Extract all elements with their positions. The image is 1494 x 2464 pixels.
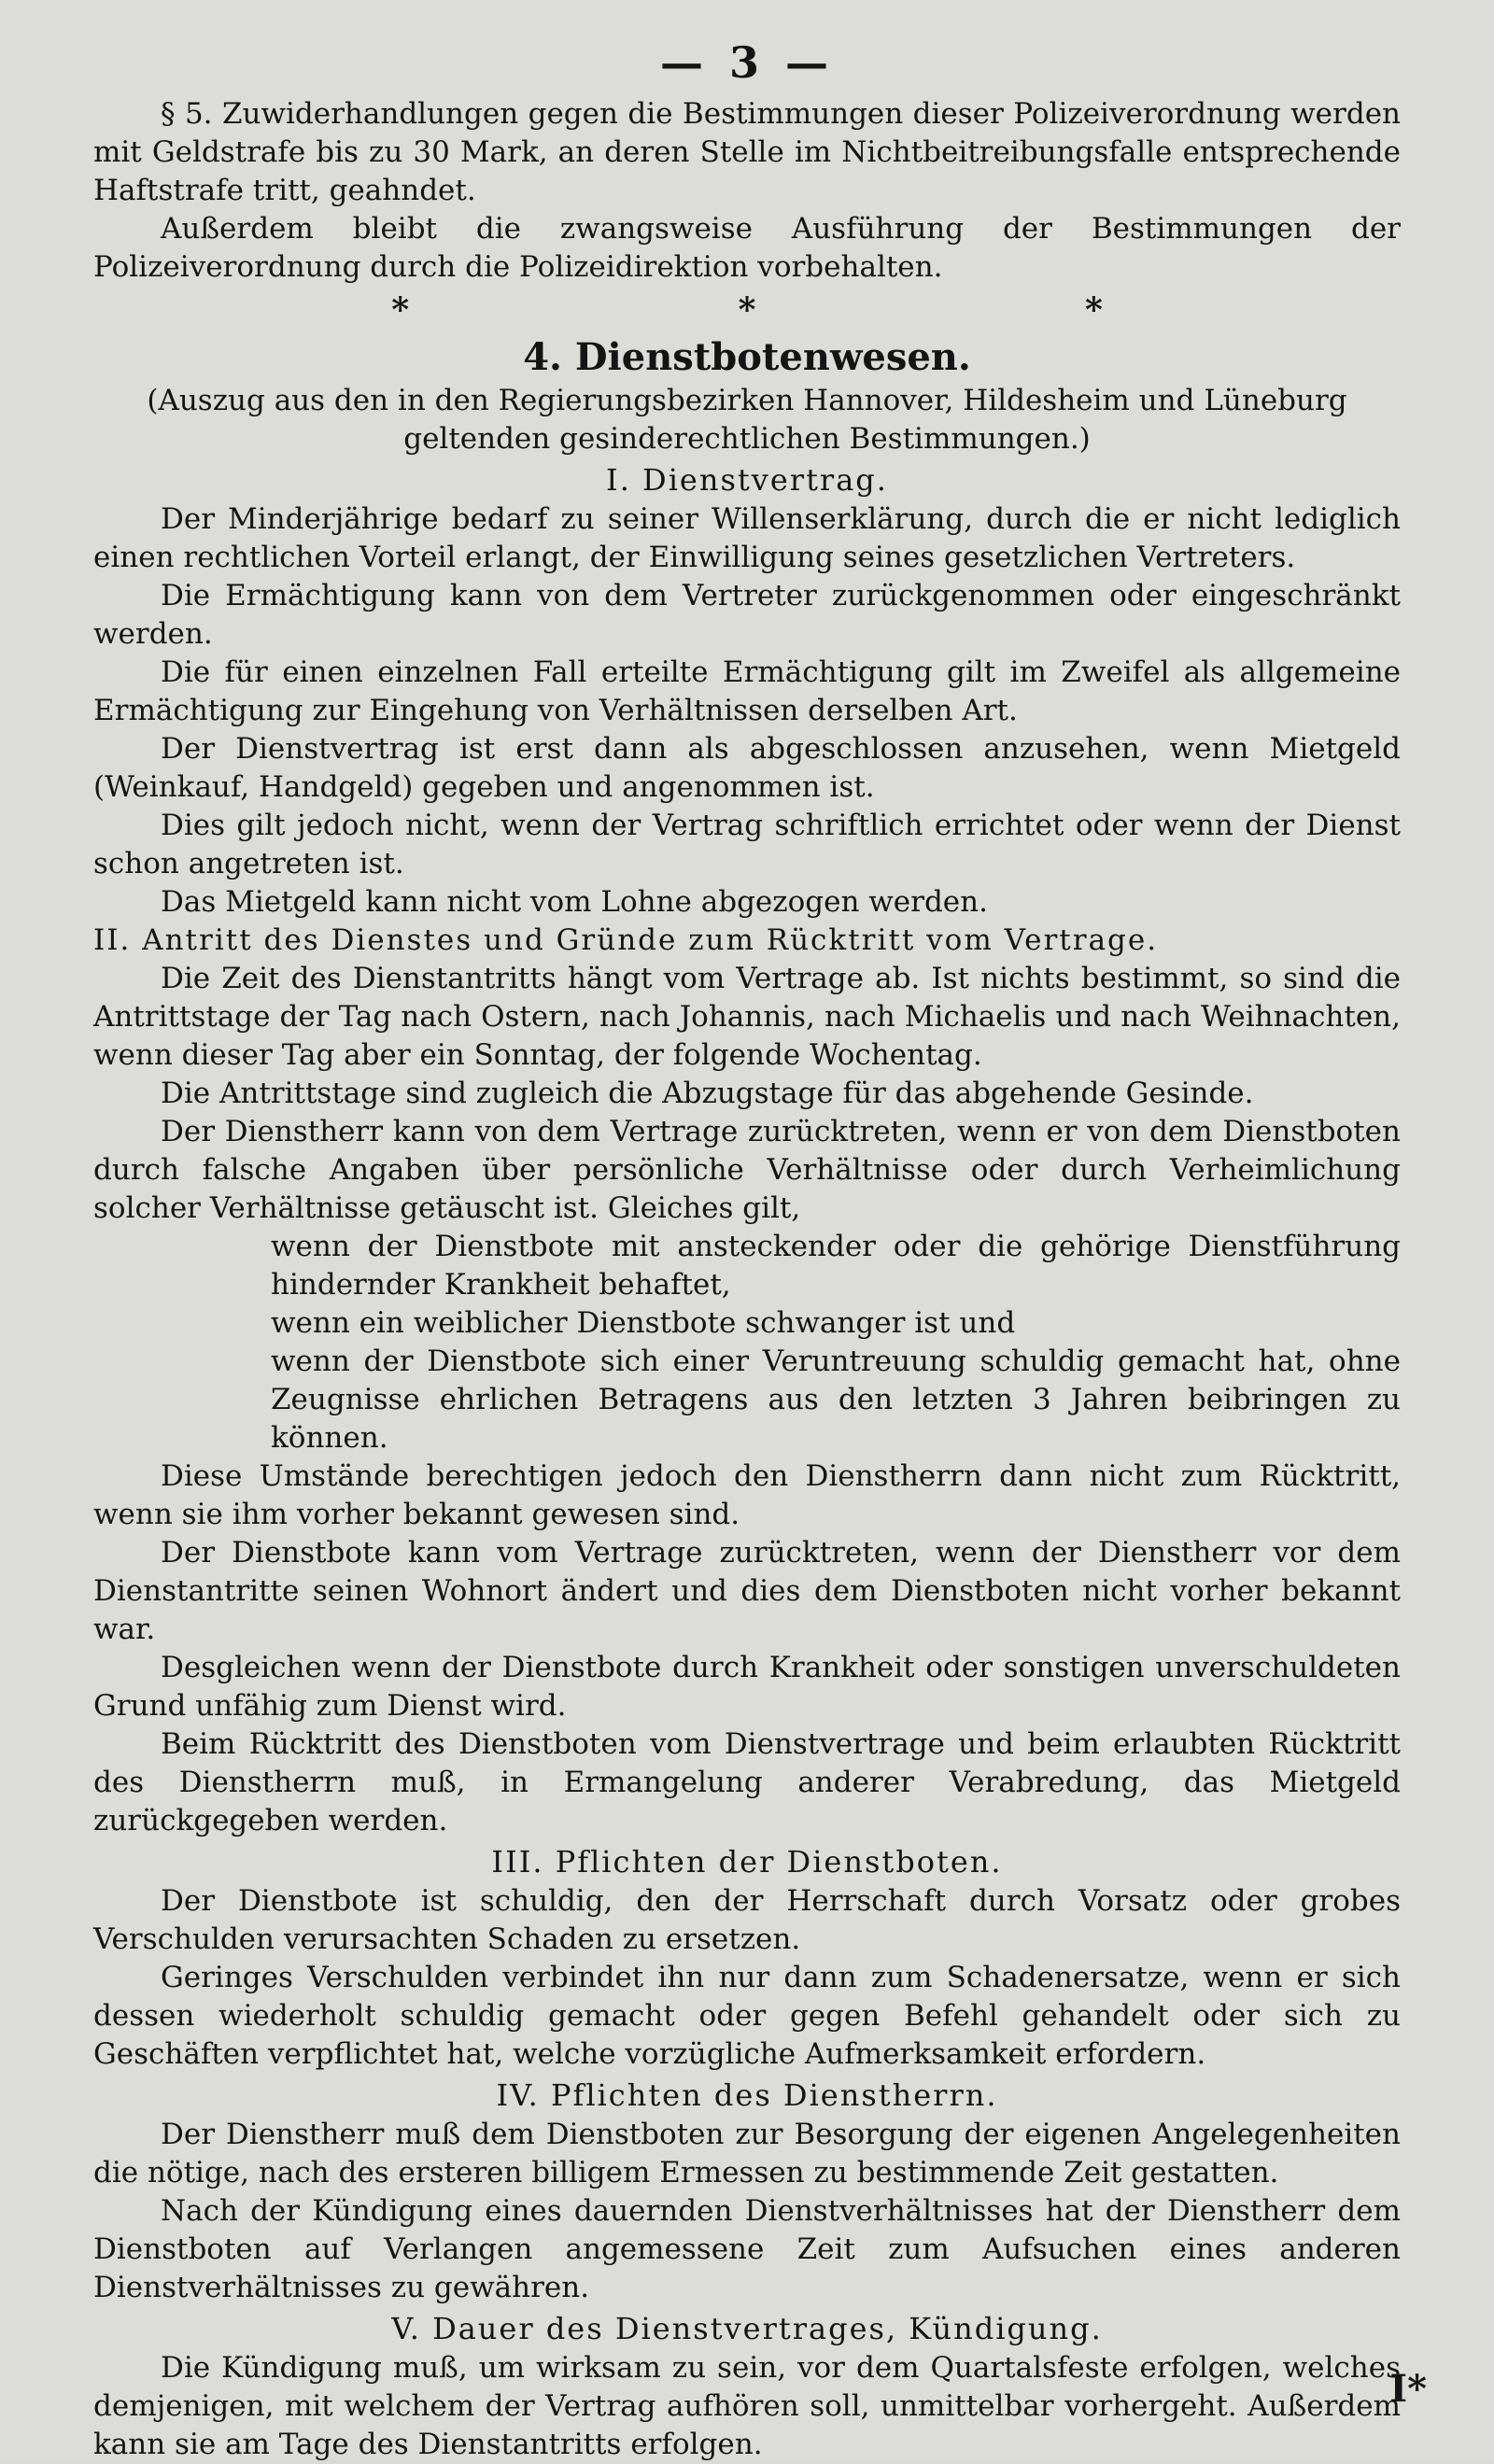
paragraph: Nach der Kündigung eines dauernden Dienstverhältnisses hat der Dienstherr dem Dienstboten auf Verlangen angemessene Zeit zum Aufsuchen eines anderen Dienstverhältnisses zu gewähren. bbox=[93, 2194, 1401, 2304]
paragraph: Die für einen einzelnen Fall erteilte Ermächtigung gilt im Zweifel als allgemeine Ermächtigung zur Eingehung von Verhältnissen derselben Art. bbox=[93, 655, 1401, 727]
section-divider-stars: * * * bbox=[391, 290, 1261, 330]
paragraph: Die Zeit des Dienstantritts hängt vom Vertrage ab. Ist nichts bestimmt, so sind die Antrittstage der Tag nach Ostern, nach Johannis, nach Michaelis und nach Weihnachten, wenn dieser Tag aber ein Sonntag, der folgende Wochentag. bbox=[93, 962, 1401, 1072]
condition-item: wenn ein weiblicher Dienstbote schwanger ist und bbox=[271, 1306, 1016, 1340]
heading-pflichten-dienstboten: III. Pflichten der Dienstboten. bbox=[491, 1844, 1003, 1880]
paragraph: Desgleichen wenn der Dienstbote durch Krankheit oder sonstigen unverschuldeten Grund unfähig zum Dienst wird. bbox=[93, 1651, 1401, 1723]
heading-pflichten-dienstherrn: IV. Pflichten des Dienstherrn. bbox=[496, 2077, 998, 2113]
paragraph: Die Antrittstage sind zugleich die Abzugstage für das abgehende Gesinde. bbox=[161, 1077, 1254, 1110]
heading-dienstvertrag: I. Dienstvertrag. bbox=[606, 462, 888, 498]
section-4-title: 4. Dienstbotenwesen. bbox=[523, 335, 971, 379]
paragraph: Geringes Verschulden verbindet ihn nur dann zum Schadenersatze, wenn er sich dessen wiederholt schuldig gemacht oder gegen Befehl gehandelt oder sich zu Geschäften verpflichtet hat, welche vorzügliche Aufmerksamkeit erfordern. bbox=[93, 1961, 1401, 2071]
section-4-subtitle: (Auszug aus den in den Regierungsbezirken Hannover, Hildesheim und Lüneburg geltenden gesinderechtlichen Bestimmungen.) bbox=[147, 384, 1347, 456]
condition-item: wenn der Dienstbote sich einer Veruntreuung schuldig gemacht hat, ohne Zeugnisse ehrlichen Betragens aus den letzten 3 Jahren beibringen zu können. bbox=[271, 1345, 1401, 1455]
paragraph: Der Dienstbote kann vom Vertrage zurücktreten, wenn der Dienstherr vor dem Dienstantritte seinen Wohnort ändert und dies dem Dienstboten nicht vorher bekannt war. bbox=[93, 1536, 1401, 1646]
page-number: — 3 — bbox=[659, 37, 835, 88]
page-content bbox=[93, 37, 1401, 2464]
paragraph: Der Dienstherr muß dem Dienstboten zur Besorgung der eigenen Angelegenheiten die nötige, nach des ersteren billigem Ermessen zu bestimmende Zeit gestatten. bbox=[93, 2118, 1401, 2189]
heading-antritt: II. Antritt des Dienstes und Gründe zum Rücktritt vom Vertrage. bbox=[93, 923, 1159, 957]
paragraph: Das Mietgeld kann nicht vom Lohne abgezogen werden. bbox=[161, 885, 988, 919]
paragraph: Die Ermächtigung kann von dem Vertreter zurückgenommen oder eingeschränkt werden. bbox=[93, 579, 1401, 651]
paragraph: Beim Rücktritt des Dienstboten vom Dienstvertrage und beim erlaubten Rücktritt des Dienstherrn muß, in Ermangelung anderer Verabredung, das Mietgeld zurückgegeben werden. bbox=[93, 1727, 1401, 1837]
paragraph: Der Dienstbote ist schuldig, den der Herrschaft durch Vorsatz oder grobes Verschulden verursachten Schaden zu ersetzen. bbox=[93, 1884, 1401, 1956]
heading-dauer-kuendigung: V. Dauer des Dienstvertrages, Kündigung. bbox=[391, 2311, 1103, 2346]
signature-mark: I* bbox=[1389, 2367, 1427, 2411]
paragraph: Dies gilt jedoch nicht, wenn der Vertrag schriftlich errichtet oder wenn der Dienst schon angetreten ist. bbox=[93, 809, 1401, 880]
paragraph: Die Kündigung muß, um wirksam zu sein, vor dem Quartalsfeste erfolgen, welches demjenigen, mit welchem der Vertrag aufhören soll, unmittelbar vorhergeht. Außerdem kann sie am Tage des Dienstantritts erfolgen. bbox=[93, 2351, 1401, 2461]
paragraph: Diese Umstände berechtigen jedoch den Dienstherrn dann nicht zum Rücktritt, wenn sie ihm vorher bekannt gewesen sind. bbox=[93, 1459, 1401, 1531]
paragraph: Der Dienstvertrag ist erst dann als abgeschlossen anzusehen, wenn Mietgeld (Weinkauf, Handgeld) gegeben und angenommen ist. bbox=[93, 732, 1401, 804]
paragraph: Der Minderjährige bedarf zu seiner Willenserklärung, durch die er nicht lediglich einen rechtlichen Vorteil erlangt, der Einwilligung seines gesetzlichen Vertreters. bbox=[93, 502, 1401, 574]
paragraph-5-addendum: Außerdem bleibt die zwangsweise Ausführung der Bestimmungen der Polizeiverordnung durch die Polizeidirektion vorbehalten. bbox=[93, 212, 1401, 284]
condition-item: wenn der Dienstbote mit ansteckender oder die gehörige Dienstführung hindernder Krankheit behaftet, bbox=[271, 1230, 1401, 1302]
paragraph: Der Dienstherr kann von dem Vertrage zurücktreten, wenn er von dem Dienstboten durch falsche Angaben über persönliche Verhältnisse oder durch Verheimlichung solcher Verhältnisse getäuscht ist. Gleiches gilt, bbox=[93, 1115, 1401, 1225]
paragraph-5: § 5. Zuwiderhandlungen gegen die Bestimmungen dieser Polizeiverordnung werden mit Geldstrafe bis zu 30 Mark, an deren Stelle im Nichtbeitreibungsfalle entsprechende Haftstrafe tritt, geahndet. bbox=[93, 97, 1401, 207]
